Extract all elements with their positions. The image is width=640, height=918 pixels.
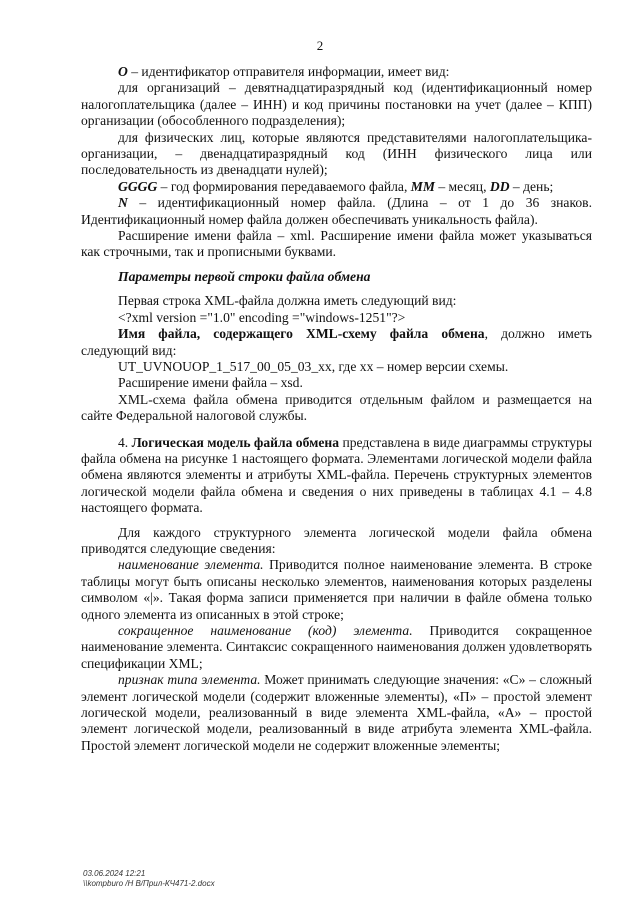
italic-text: признак типа элемента. xyxy=(118,672,261,688)
paragraph-text: – день; xyxy=(509,178,554,194)
paragraph-text: Приводится сокращенное наименование элемента. Синтаксис сокращенного наименования должен удовлетворять спецификации XML; xyxy=(81,623,592,671)
paragraph-organizations: для организаций – девятнадцатиразрядный код (идентификационный номер налогоплательщика (далее – ИНН) и код причины постановки на учет (далее – КПП) организации (обособленного подразделения); xyxy=(81,80,592,129)
paragraph-date-format xyxy=(81,179,592,195)
paragraph-element-type xyxy=(81,672,592,754)
paragraph-individuals: для физических лиц, которые являются представителями налогоплательщика-организации, – двенадцатиразрядный код (ИНН физического лица или последовательность из двенадцати нулей); xyxy=(81,129,592,178)
term-o: O xyxy=(118,64,128,79)
paragraph-xsd-extension: Расширение имени файла – xsd. xyxy=(118,375,303,391)
paragraph-schema-pattern: UT_UVNOUOP_1_517_00_05_03_xx, где хх – номер версии схемы. xyxy=(118,358,509,374)
paragraph-text: – идентификатор отправителя информации, имеет вид: xyxy=(127,64,450,79)
paragraph-text: – месяц, xyxy=(434,178,490,194)
bold-text: Логическая модель файла обмена xyxy=(131,434,340,450)
section-number: 4. xyxy=(118,434,132,450)
paragraph-text: Может принимать следующие значения: «С» – сложный элемент логической модели (содержит вложенные элементы), «П» – простой элемент логической модели, реализованный в виде элемента XML-файла, «А» – простой элемент логической модели, реализованный в виде атрибута элемента XML-файла. Простой элемент логической модели не содержит вложенные элементы; xyxy=(81,672,592,753)
italic-text: сокращенное наименование (код) элемента. xyxy=(118,623,413,638)
paragraph-text: Приводится полное наименование элемента. В строке таблицы могут быть описаны несколько элементов, наименования которых разделены символом «|». Такая форма записи применяется при наличии в файле обмена только одного элемента из описанных в этой строке; xyxy=(81,557,592,622)
paragraph-schema-name xyxy=(81,326,592,359)
paragraph-text: представлена в виде диаграммы структуры файла обмена на рисунке 1 настоящего формата. Элементами логической модели файла обмена являются элементы и атрибуты XML-файла. Перечень структурных элементов логической модели файла обмена и сведения о них приведены в таблицах 4.1 – 4.8 настоящего формата. xyxy=(81,434,592,516)
paragraph-element-code xyxy=(81,623,592,672)
bold-text: Имя файла, содержащего XML-схему файла обмена xyxy=(118,326,485,342)
term-dd: DD xyxy=(489,178,510,194)
paragraph-sender-id xyxy=(81,64,592,80)
paragraph-element-info: Для каждого структурного элемента логической модели файла обмена приводятся следующие сведения: xyxy=(81,524,592,556)
paragraph-first-line: Первая строка XML-файла должна иметь следующий вид: xyxy=(118,293,457,309)
paragraph-logical-model xyxy=(81,435,592,517)
paragraph-text: , должно иметь следующий вид: xyxy=(81,326,592,358)
page-number: 2 xyxy=(316,38,324,53)
term-n: N xyxy=(118,195,128,211)
paragraph-file-id xyxy=(81,195,592,228)
paragraph-element-name xyxy=(81,557,592,623)
footer xyxy=(83,869,215,889)
term-gggg: GGGG xyxy=(118,178,158,194)
italic-text: наименование элемента. xyxy=(118,557,264,573)
term-mm: MM xyxy=(410,178,435,194)
paragraph-text: – год формирования передаваемого файла, xyxy=(157,178,411,194)
paragraph-text: – идентификационный номер файла. (Длина – от 1 до 36 знаков. Идентификационный номер файла должен обеспечивать уникальность файла). xyxy=(81,195,592,227)
paragraph-xml-declaration: <?xml version ="1.0" encoding ="windows-1251"?> xyxy=(118,309,406,325)
heading-text: Параметры первой строки файла обмена xyxy=(118,268,371,284)
footer-date: 03.06.2024 12:21 xyxy=(83,869,146,878)
document-body xyxy=(81,64,592,754)
paragraph-extension: Расширение имени файла – xml. Расширение имени файла может указываться как строчными, так и прописными буквами. xyxy=(81,228,592,260)
paragraph-schema-location: XML-схема файла обмена приводится отдельным файлом и размещается на сайте Федеральной налоговой службы. xyxy=(81,391,592,424)
section-heading xyxy=(81,269,592,285)
footer-path: \\kompburo /Н В/Прил-КЧ471-2.docx xyxy=(83,879,215,888)
